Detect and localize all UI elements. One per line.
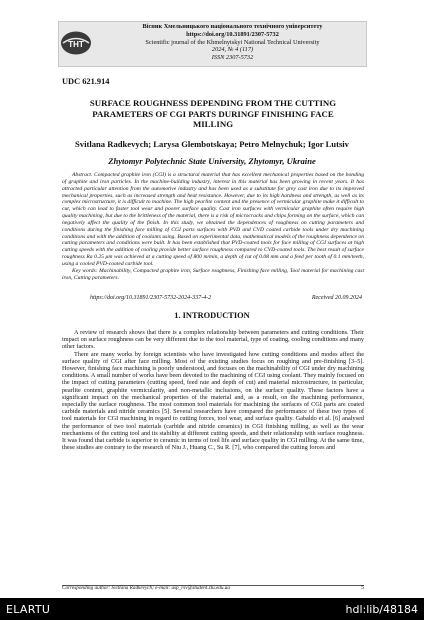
- received-date: Received 20.09.2024: [311, 295, 362, 301]
- footnote: Corresponding author: Svitlana Radkevych; e-mail: asp_rsv@student.ztu.edu.ua: [62, 585, 230, 591]
- paragraph: A review of research shows that there is a complex relationship between parameters and cutting conditions. Their impact on surface roughness can be very different due to the tool material, type of coating, cooling conditions and many other factors.: [62, 329, 364, 351]
- abstract: [62, 172, 364, 268]
- paper-title: [68, 98, 358, 130]
- title-line: SURFACE ROUGHNESS DEPENDING FROM THE CUTTING: [89, 98, 337, 108]
- title-line: MILLING: [192, 119, 234, 130]
- journal-issue: 2024, № 4 (117): [211, 46, 254, 54]
- repository-name: ELARTU: [6, 603, 51, 616]
- article-doi-link[interactable]: https://doi.org/10.31891/2307-5732-2024-337-4-2: [90, 295, 212, 301]
- page-number: 5: [361, 585, 364, 591]
- section-heading: 1. INTRODUCTION: [174, 311, 250, 320]
- author-list: Svitlana Radkevych; Larysa Glembotskaya; Petro Melnychuk; Igor Lutsiv: [75, 139, 349, 149]
- journal-info: [100, 23, 365, 62]
- journal-issn: ISSN 2307-5732: [211, 54, 254, 62]
- journal-title-ua: Вісник Хмельницького національного технічного університету: [142, 23, 323, 30]
- svg-text:THT: THT: [68, 40, 84, 49]
- affiliation: Zhytomyr Polytechnic State University, Zhytomyr, Ukraine: [108, 156, 316, 166]
- body-text: [62, 329, 364, 451]
- handle-id[interactable]: hdl:lib/48184: [345, 603, 418, 616]
- udc-code: UDC 621.914: [62, 77, 110, 86]
- abstract-text: Abstract. Compacted graphite iron (CGI) is a structural material that has excellent mechanical properties based on the bonding of graphite and iron particles. In the machine-building industry, interest in this material has been growing in recent years. It has attracted particular attention from the automotive industry and has been used as a substitute for grey cast iron due to its improved mechanical properties, such as increased strength and heat resistance. However, due to its high hardness and strength, as well as its complex microstructure, it is difficult to machine. The high pearlite content and the presence of vermicular graphite make it difficult to cut, which can lead to faster tool wear and poorer surface quality. Cast iron surfaces with vermicular graphite often require high quality machining, but due to the brittleness of the material, there is a risk of microcracks and chips forming on the surface, which can negatively affect the quality of the finish. In this study, we obtained the dependences of roughness on cutting parameters and conditions during the finishing face milling of CGI parts surfaces with PVD and CVD coated carbide tools under dry machining conditions and with the addition of coolants using. Based on experimental data, mathematical models of the roughness dependence on cutting parameters and conditions were built. It has been established that PVD-coated tools for face milling of CGI surfaces at high cutting speeds with the addition of cooling provide better surface roughness compared to CVD-coated tools. The best result of surface roughness Ra 0.25 μm was achieved at a cutting speed of 800 m/min, a depth of cut of 0.08 mm and a feed per tooth of 0.1 mm/teeth, using a cooled PVD-coated carbide tool.: [62, 172, 364, 267]
- keywords: Key words: Machinability, Compacted graphite iron, Surface roughness, Finishing face milling, Tool material for machining cast iron, Cutting parameters.: [62, 268, 364, 281]
- journal-title-en: Scientific journal of the Khmelnytskyi National Technical University: [145, 38, 320, 46]
- journal-doi-link[interactable]: https://doi.org/10.31891/2307-5732: [186, 30, 279, 38]
- journal-logo-icon: [60, 30, 92, 56]
- paragraph: There are many works by foreign scientists who have investigated how cutting conditions and modes affect the surface quality of CGI after face milling. Most of the existing studies focus on roughing and pre-finishing [3–5]. However, finishing face machining is poorly understood, and focuses on the machinability of CGI under dry machining conditions. A small number of works have been devoted to the machining of CGI using coolant. They mainly focused on the impact of cutting parameters (cutting speed, feed rate and depth of cut) and material microstructure, in particular, pearlite content, graphite vermicularity, and non-metallic inclusions, on the surface quality. These factors have a significant impact on the mechanical properties of the material and, as a result, on the machining performance, especially the surface roughness. The most common tool materials for machining the surfaces of CGI parts are coated carbide materials and nitride ceramics [5]. Several researchers have compared the performance of these two types of tool materials for CGI machining in regard to cutting forces, tool wear, and surface quality. Gabaldo et al. [6] analysed the performance of two tool materials (carbide and nitride ceramics) in CGI finishing milling, as well as the wear mechanisms of the cutting tool and its stability at different cutting speeds, and their relationship with surface roughness. It was found that carbide is superior to ceramic in terms of tool life and surface quality in CGI milling. At the same time, these studies are contrary to the research of Niu J., Huang C., Su R. [7], who compared the cutting forces and: [62, 350, 364, 452]
- title-line: PARAMETERS OF CGI PARTS DURINGF FINISHING FACE: [92, 108, 334, 119]
